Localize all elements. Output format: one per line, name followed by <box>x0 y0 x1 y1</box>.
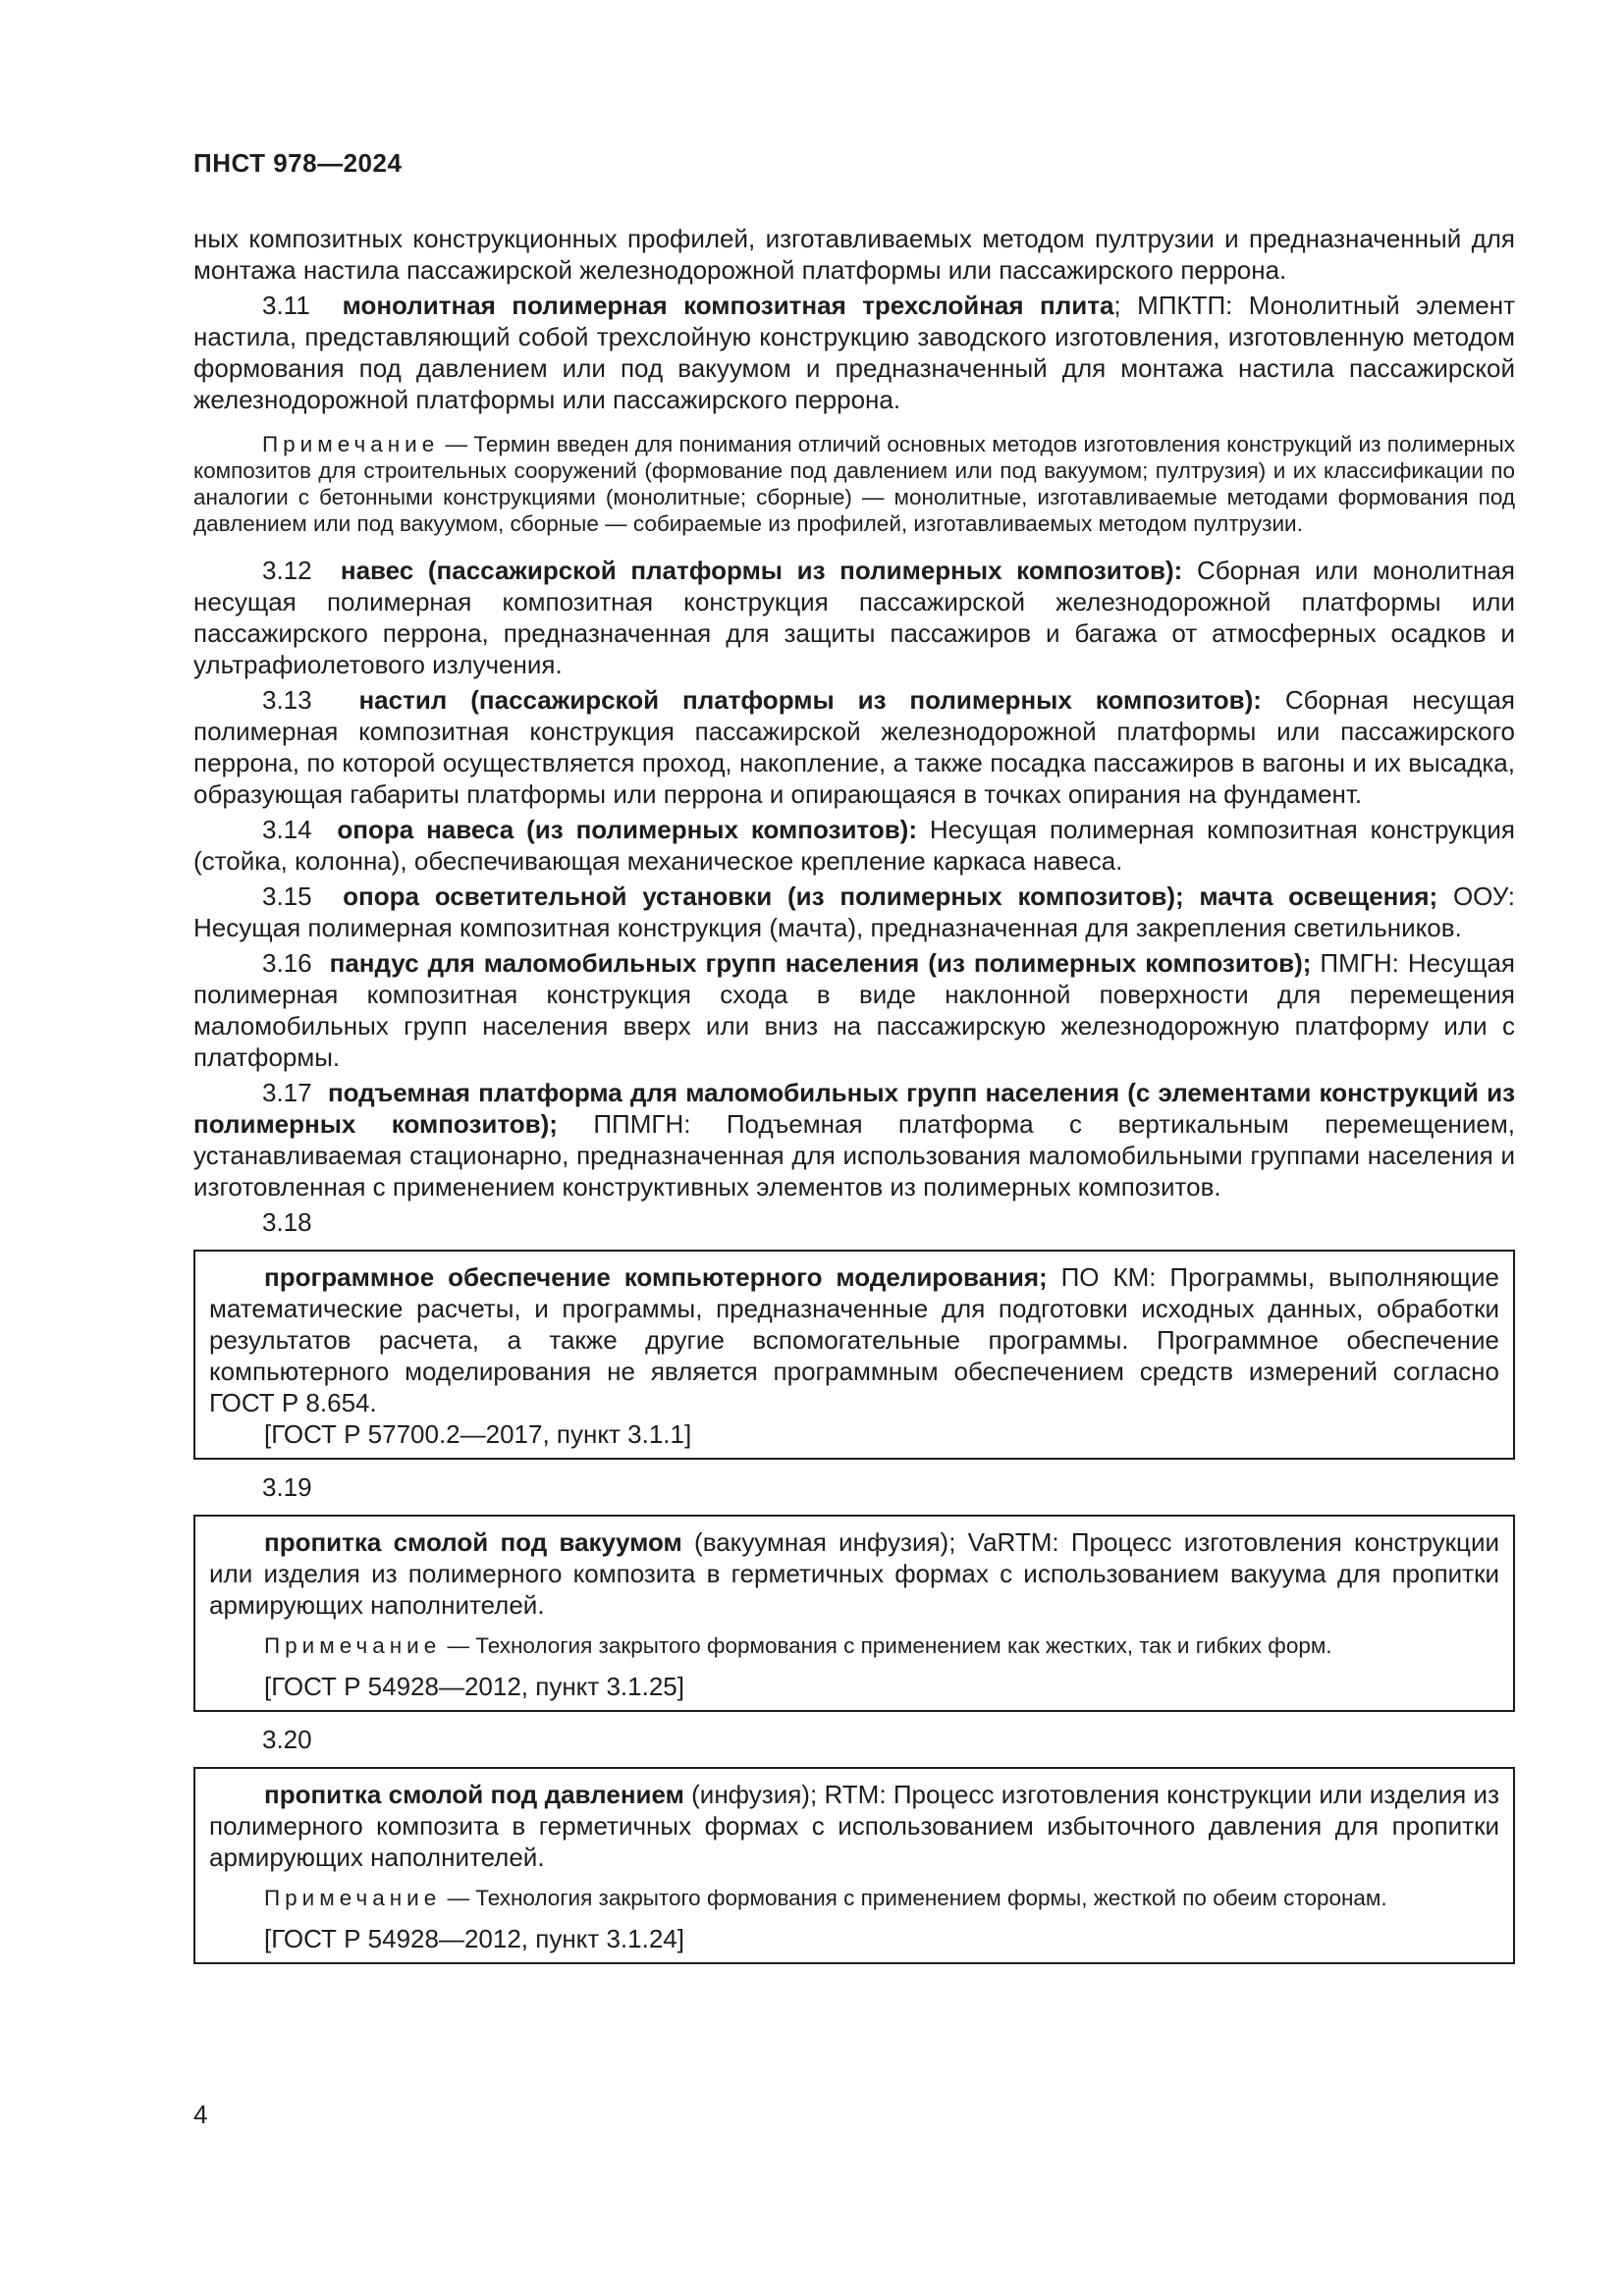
term-3-11 <box>193 290 1515 415</box>
quoted-term-box-3-18 <box>193 1250 1515 1460</box>
term-title: опора осветительной установки (из полимерных композитов); мачта освещения; <box>343 881 1438 911</box>
term-definition: ППМГН: Подъемная платформа с вертикальным перемещением, устанавливаемая стационарно, предназначенная для использования маломобильными группами населения и изготовленная с применением конструктивных элементов из полимерных композитов. <box>193 1109 1515 1201</box>
term-3-19 <box>209 1526 1499 1621</box>
term-number-3-20: 3.20 <box>262 1725 312 1754</box>
term-definition: Сборная несущая полимерная композитная конструкция пассажирской железнодорожной платформы или пассажирского перрона, по которой осуществляется проход, накопление, а также посадка пассажиров в вагоны и их высадка, образующая габариты платформы или перрона и опирающаяся в точках опирания на фундамент. <box>193 685 1515 809</box>
term-definition: ПМГН: Несущая полимерная композитная конструкция схода в виде наклонной поверхности для перемещения маломобильных групп населения вверх или вниз на пассажирскую железнодорожную платформу или с платформы. <box>193 948 1516 1072</box>
term-number: 3.12 <box>262 556 312 585</box>
source-reference: [ГОСТ Р 57700.2—2017, пункт 3.1.1] <box>264 1419 692 1449</box>
term-title: навес (пассажирской платформы из полимерных композитов): <box>340 556 1183 585</box>
term-3-16 <box>193 947 1515 1073</box>
term-3-15 <box>193 881 1515 943</box>
term-definition: ПО КМ: Программы, выполняющие математические расчеты, и программы, предназначенные для подготовки исходных данных, обработки результатов расчета, а также другие вспомогательные программы. Программное обеспечение компьютерного моделирования не является программным обеспечением средств измерений согласно ГОСТ Р 8.654. <box>209 1262 1499 1417</box>
page-number: 4 <box>193 2100 208 2129</box>
term-definition: Несущая полимерная композитная конструкция (стойка, колонна), обеспечивающая механическое крепление каркаса навеса. <box>193 815 1515 876</box>
term-definition: (вакуумная инфузия); VaRTM: Процесс изготовления конструкции или изделия из полимерного композита в герметичных формах с использованием вакуума для пропитки армирующих наполнителей. <box>209 1527 1499 1620</box>
note-3-19 <box>209 1632 1499 1659</box>
term-definition: ; МПКТП: Монолитный элемент настила, представляющий собой трехслойную конструкцию заводского изготовления, изготовленную методом формования под давлением или под вакуумом и предназначенный для монтажа настила пассажирской железнодорожной платформы или пассажирского перрона. <box>193 291 1515 414</box>
term-number-3-18: 3.18 <box>262 1207 312 1237</box>
term-3-17 <box>193 1077 1515 1202</box>
note-text: — Технология закрытого формования с применением как жестких, так и гибких форм. <box>441 1633 1332 1658</box>
note-label: Примечание <box>264 1633 442 1658</box>
term-3-13 <box>193 684 1515 810</box>
term-3-12 <box>193 555 1515 680</box>
term-title: программное обеспечение компьютерного моделирования; <box>264 1262 1048 1292</box>
term-3-20 <box>209 1779 1499 1873</box>
term-definition: ООУ: Несущая полимерная композитная конструкция (мачта), предназначенная для закрепления светильников. <box>193 881 1515 942</box>
term-number: 3.11 <box>262 291 310 320</box>
term-3-18 <box>209 1261 1499 1418</box>
note-text: — Технология закрытого формования с применением формы, жесткой по обеим сторонам. <box>441 1886 1387 1910</box>
term-title: пандус для маломобильных групп населения (из полимерных композитов); <box>329 948 1312 978</box>
note-label: Примечание <box>264 1886 442 1910</box>
term-title: пропитка смолой под давлением <box>264 1780 684 1809</box>
continuation-paragraph: ных композитных конструкционных профилей, изготавливаемых методом пултрузии и предназначенный для монтажа настила пассажирской железнодорожной платформы или пассажирского перрона. <box>193 224 1515 285</box>
term-number: 3.16 <box>262 948 312 978</box>
term-number: 3.15 <box>262 881 312 911</box>
note-3-11 <box>193 431 1515 537</box>
term-definition: Сборная или монолитная несущая полимерная композитная конструкция пассажирской железнодорожной платформы или пассажирского перрона, предназначенная для защиты пассажиров и багажа от атмосферных осадков и ультрафиолетового излучения. <box>193 556 1516 679</box>
term-title: настил (пассажирской платформы из полимерных композитов): <box>358 685 1262 715</box>
document-header: ПНСТ 978—2024 <box>193 148 403 178</box>
source-reference: [ГОСТ Р 54928—2012, пункт 3.1.24] <box>264 1924 684 1953</box>
term-number: 3.14 <box>262 815 312 844</box>
quoted-term-box-3-20 <box>193 1767 1515 1964</box>
document-body <box>193 223 1515 1976</box>
term-definition: (инфузия); RTM: Процесс изготовления конструкции или изделия из полимерного композита в герметичных формах с использованием избыточного давления для пропитки армирующих наполнителей. <box>209 1780 1499 1872</box>
term-title: подъемная платформа для маломобильных групп населения (с элементами конструкций из полимерных композитов); <box>193 1078 1515 1139</box>
source-reference: [ГОСТ Р 54928—2012, пункт 3.1.25] <box>264 1672 684 1701</box>
note-label: Примечание <box>262 432 440 456</box>
term-title: пропитка смолой под вакуумом <box>264 1527 682 1557</box>
term-number: 3.13 <box>262 685 312 715</box>
term-number-3-19: 3.19 <box>262 1472 312 1502</box>
term-3-14 <box>193 814 1515 877</box>
note-3-20 <box>209 1885 1499 1911</box>
term-title: опора навеса (из полимерных композитов): <box>337 815 918 844</box>
term-number: 3.17 <box>262 1078 312 1107</box>
quoted-term-box-3-19 <box>193 1515 1515 1712</box>
note-text: — Термин введен для понимания отличий основных методов изготовления конструкций из полимерных композитов для строительных сооружений (формование под давлением или под вакуумом; пултрузия) и их классификации по аналогии с бетонными конструкциями (монолитные; сборные) — монолитные, изготавливаемые методами формования под давлением или под вакуумом, сборные — собираемые из профилей, изготавливаемых методом пултрузии. <box>193 432 1515 536</box>
term-title: монолитная полимерная композитная трехслойная плита <box>342 291 1114 320</box>
